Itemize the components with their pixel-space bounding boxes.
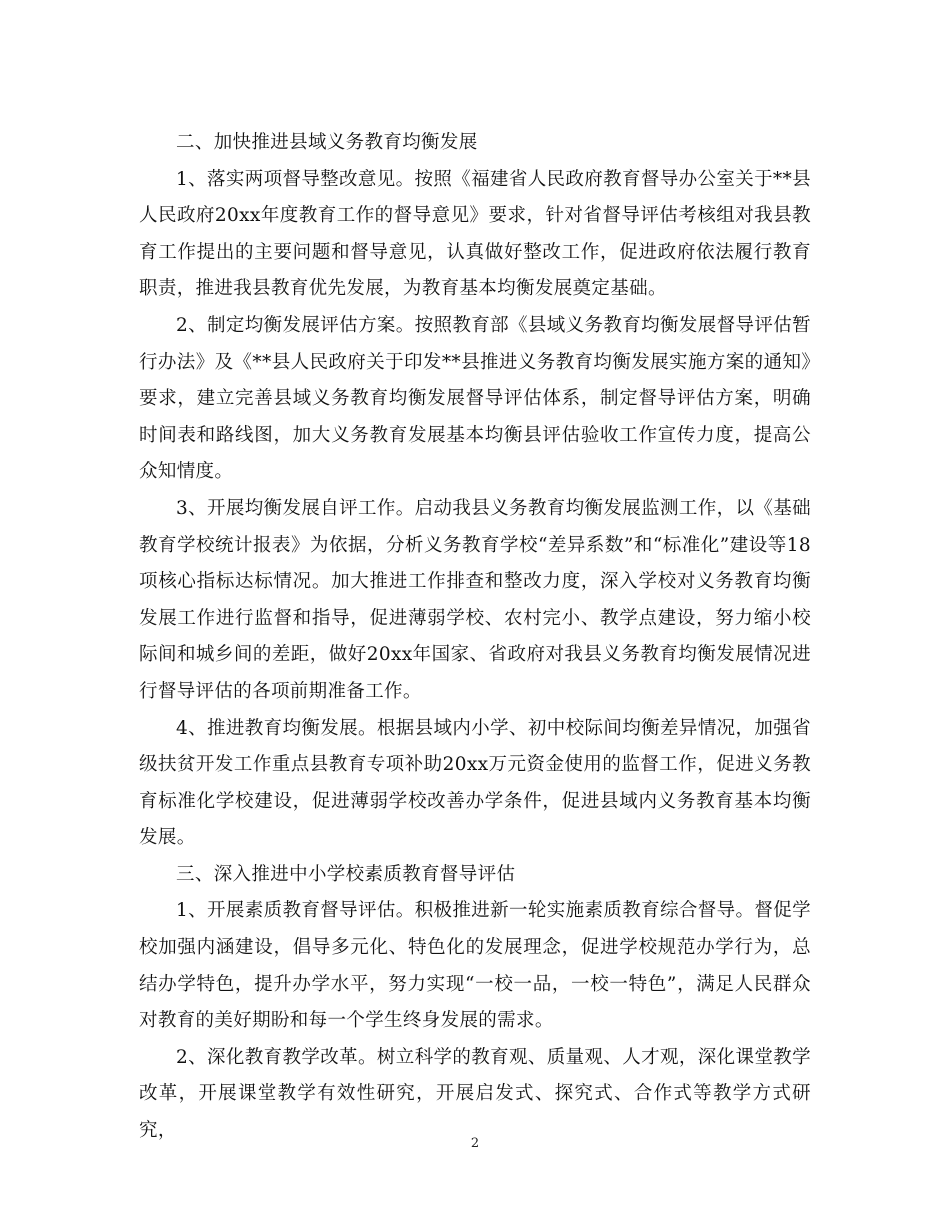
page-number: 2 — [470, 1136, 480, 1151]
paragraph-self-evaluation: 3、开展均衡发展自评工作。启动我县义务教育均衡发展监测工作，以《基础教育学校统计报表》为依据，分析义务教育学校“差异系数”和“标准化”建设等18项核心指标达标情况。加大推进工作排查和整改力度，深入学校对义务教育均衡发展工作进行监督和指导，促进薄弱学校、农村完小、教学点建设，努力缩小校际间和城乡间的差距，做好20xx年国家、省政府对我县义务教育均衡发展情况进行督导评估的各项前期准备工作。 — [139, 497, 811, 702]
paragraph-quality-education: 1、开展素质教育督导评估。积极推进新一轮实施素质教育综合督导。督促学校加强内涵建设，倡导多元化、特色化的发展理念，促进学校规范办学行为，总结办学特色，提升办学水平，努力实现“一校一品，一校一特色”，满足人民群众对教育的美好期盼和每一个学生终身发展的需求。 — [139, 900, 811, 1032]
paragraph-balanced-development: 4、推进教育均衡发展。根据县域内小学、初中校际间均衡差异情况，加强省级扶贫开发工作重点县教育专项补助20xx万元资金使用的监督工作，促进义务教育标准化学校建设，促进薄弱学校改善办学条件，促进县域内义务教育基本均衡发展。 — [139, 717, 811, 849]
paragraph-rectification: 1、落实两项督导整改意见。按照《福建省人民政府教育督导办公室关于**县人民政府20xx年度教育工作的督导意见》要求，针对省督导评估考核组对我县教育工作提出的主要问题和督导意见，认真做好整改工作，促进政府依法履行教育职责，推进我县教育优先发展，为教育基本均衡发展奠定基础。 — [139, 168, 811, 300]
section-heading-2: 二、加快推进县域义务教育均衡发展 — [176, 132, 478, 153]
paragraph-evaluation-plan: 2、制定均衡发展评估方案。按照教育部《县域义务教育均衡发展督导评估暂行办法》及《**县人民政府关于印发**县推进义务教育均衡发展实施方案的通知》要求，建立完善县域义务教育均衡发展督导评估体系，制定督导评估方案，明确时间表和路线图，加大义务教育发展基本均衡县评估验收工作宣传力度，提高公众知情度。 — [139, 314, 811, 483]
section-heading-3: 三、深入推进中小学校素质教育督导评估 — [176, 863, 516, 885]
document-body — [139, 125, 811, 1150]
paragraph-teaching-reform: 2、深化教育教学改革。树立科学的教育观、质量观、人才观，深化课堂教学改革，开展课堂教学有效性研究，开展启发式、探究式、合作式等教学方式研究， — [139, 1046, 811, 1142]
